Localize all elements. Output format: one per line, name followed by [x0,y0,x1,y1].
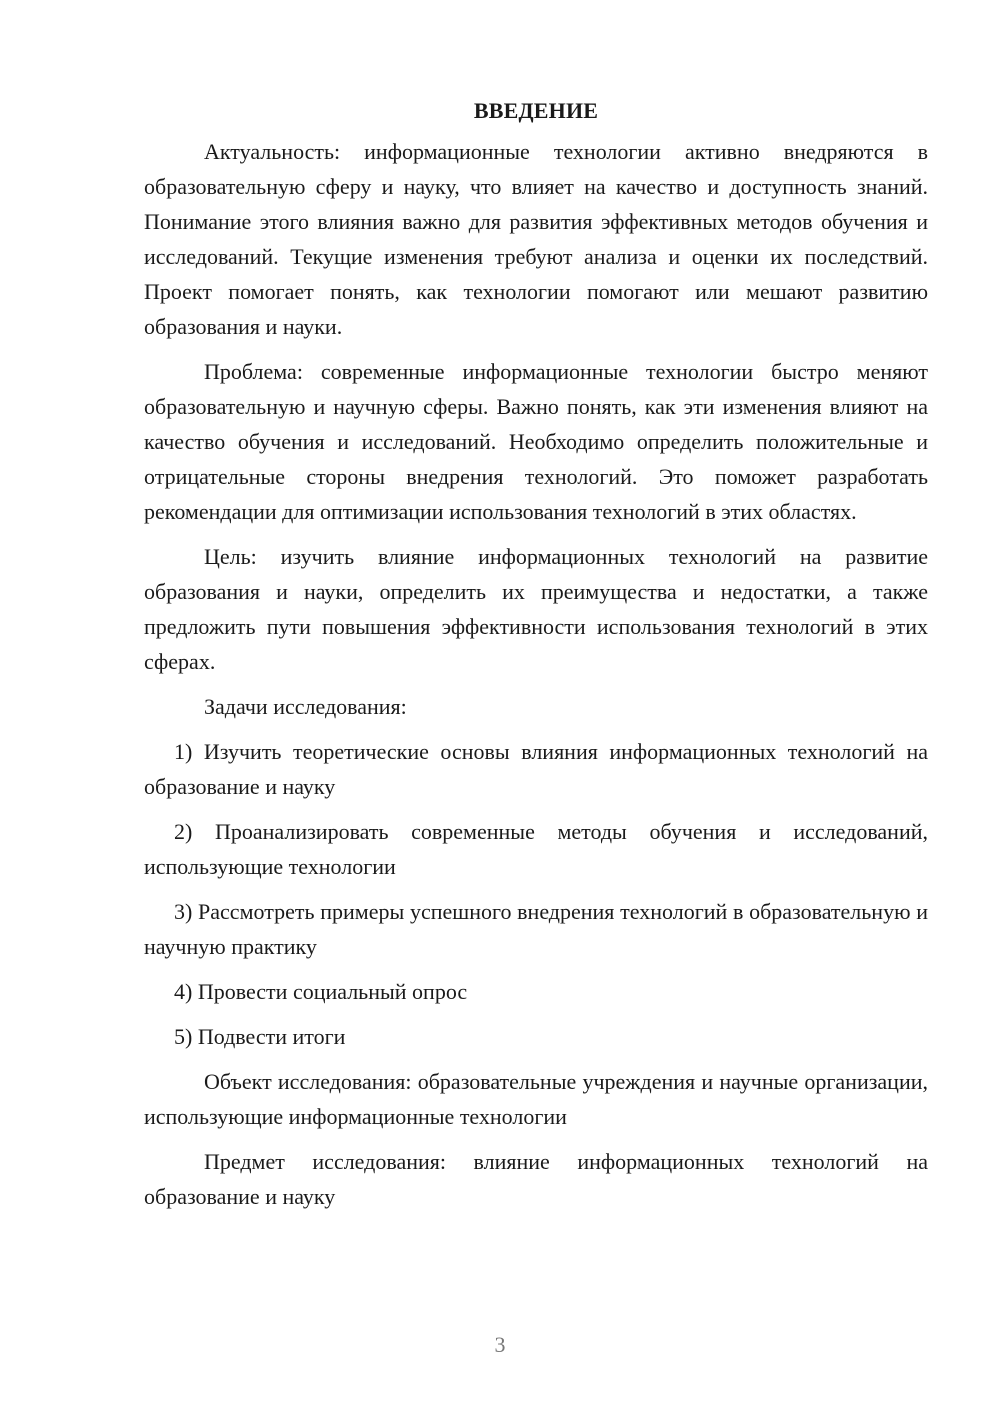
paragraph-object: Объект исследования: образовательные учреждения и научные организации, использующие информационные технологии [144,1069,928,1129]
task-item: 1) Изучить теоретические основы влияния информационных технологий на образование и науку [144,739,928,799]
paragraph-problem: Проблема: современные информационные технологии быстро меняют образовательную и научную сферы. Важно понять, как эти изменения влияют на качество обучения и исследований. Необходимо определить положительные и отрицательные стороны внедрения технологий. Это поможет разработать рекомендации для оптимизации использования технологий в этих областях. [144,359,928,524]
page-number: 3 [494,1332,506,1357]
document-page [144,94,928,1224]
task-item: 4) Провести социальный опрос [174,979,468,1004]
task-item: 3) Рассмотреть примеры успешного внедрения технологий в образовательную и научную практику [144,899,928,959]
paragraph-subject: Предмет исследования: влияние информационных технологий на образование и науку [144,1149,928,1209]
task-item: 2) Проанализировать современные методы обучения и исследований, использующие технологии [144,819,928,879]
paragraph-relevance: Актуальность: информационные технологии активно внедряются в образовательную сферу и науку, что влияет на качество и доступность знаний. Понимание этого влияния важно для развития эффективных методов обучения и исследований. Текущие изменения требуют анализа и оценки их последствий. Проект помогает понять, как технологии помогают или мешают развитию образования и науки. [144,139,928,339]
paragraph-goal: Цель: изучить влияние информационных технологий на развитие образования и науки, определить их преимущества и недостатки, а также предложить пути повышения эффективности использования технологий в этих сферах. [144,544,928,674]
page-title: ВВЕДЕНИЕ [473,98,599,123]
tasks-heading: Задачи исследования: [204,694,407,719]
task-item: 5) Подвести итоги [174,1024,346,1049]
